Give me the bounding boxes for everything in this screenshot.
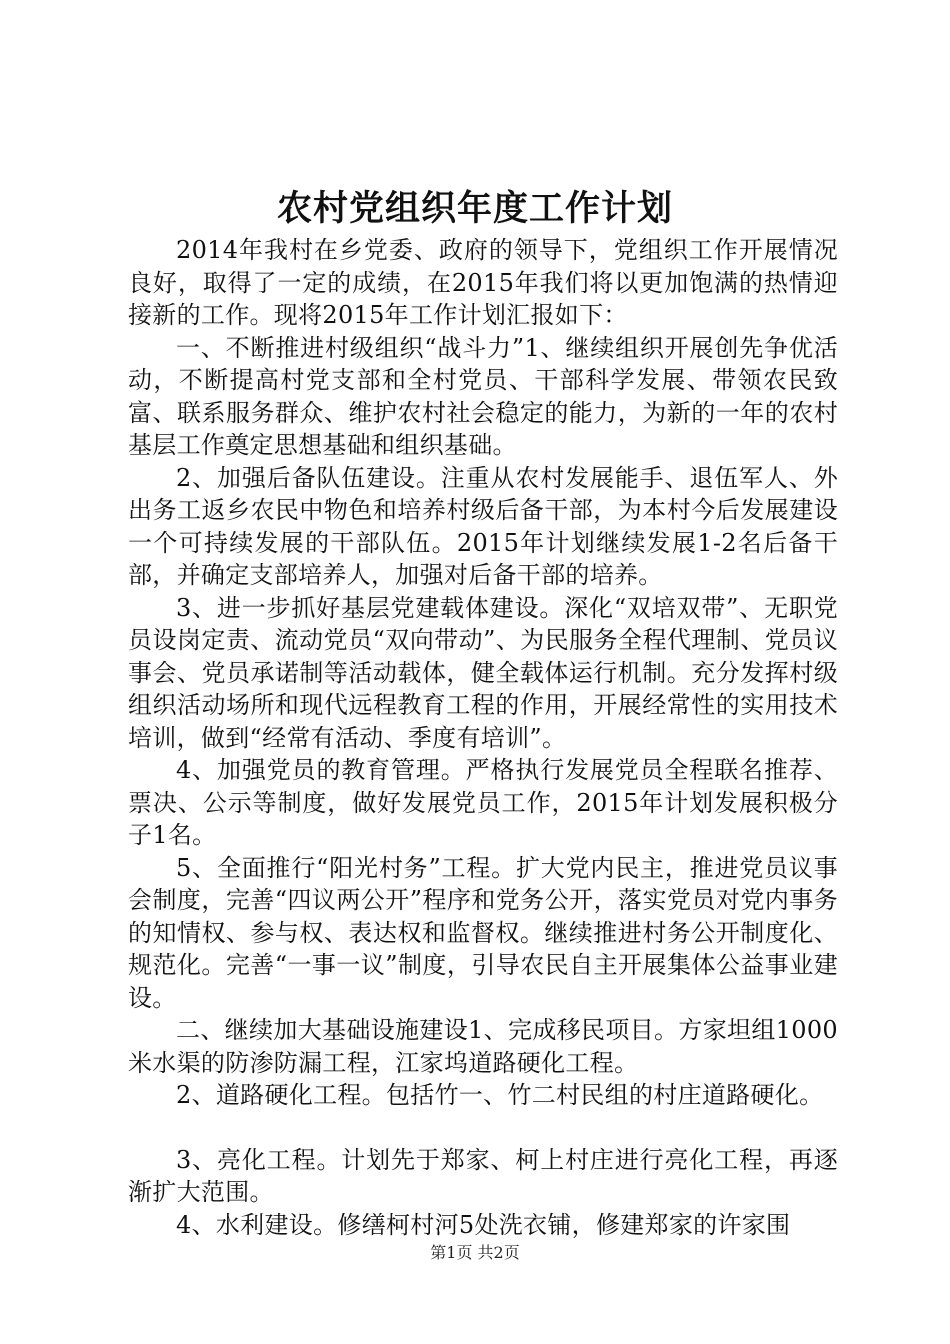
page-number-footer: 第1页 共2页 <box>430 1243 520 1262</box>
paragraph-water-conservancy: 4、水利建设。修缮柯村河5处洗衣铺，修建郑家的许家围 <box>176 1210 791 1239</box>
document-body <box>128 234 838 1241</box>
paragraph-lighting: 3、亮化工程。计划先于郑家、柯上村庄进行亮化工程，再逐渐扩大范围。 <box>128 1145 838 1206</box>
paragraph-section-2: 二、继续加大基础设施建设1、完成移民项目。方家坦组1000米水渠的防渗防漏工程，江家坞道路硬化工程。 <box>128 1016 838 1077</box>
paragraph-section-1: 一、不断推进村级组织“战斗力”1、继续组织开展创先争优活动，不断提高村党支部和全村党员、干部科学发展、带领农民致富、联系服务群众、维护农村社会稳定的能力，为新的一年的农村基层工作奠定思想基础和组织基础。 <box>128 333 838 459</box>
paragraph-item-2: 2、加强后备队伍建设。注重从农村发展能手、退伍军人、外出务工返乡农民中物色和培养村级后备干部，为本村今后发展建设一个可持续发展的干部队伍。2015年计划继续发展1-2名后备干部，并确定支部培养人，加强对后备干部的培养。 <box>128 463 838 589</box>
paragraph-intro: 2014年我村在乡党委、政府的领导下，党组织工作开展情况良好，取得了一定的成绩，在2015年我们将以更加饱满的热情迎接新的工作。现将2015年工作计划汇报如下： <box>128 236 838 329</box>
paragraph-item-4: 4、加强党员的教育管理。严格执行发展党员全程联名推荐、票决、公示等制度，做好发展党员工作，2015年计划发展积极分子1名。 <box>128 756 838 849</box>
paragraph-item-3: 3、进一步抓好基层党建载体建设。深化“双培双带”、无职党员设岗定责、流动党员“双向带动”、为民服务全程代理制、党员议事会、党员承诺制等活动载体，健全载体运行机制。充分发挥村级组织活动场所和现代远程教育工程的作用，开展经常性的实用技术培训，做到“经常有活动、季度有培训”。 <box>128 593 838 752</box>
paragraph-item-5: 5、全面推行“阳光村务”工程。扩大党内民主，推进党员议事会制度，完善“四议两公开”程序和党务公开，落实党员对党内事务的知情权、参与权、表达权和监督权。继续推进村务公开制度化、规范化。完善“一事一议”制度，引导农民自主开展集体公益事业建设。 <box>128 853 838 1012</box>
document-title: 农村党组织年度工作计划 <box>276 188 673 229</box>
paragraph-road-hardening: 2、道路硬化工程。包括竹一、竹二村民组的村庄道路硬化。 <box>176 1081 824 1109</box>
